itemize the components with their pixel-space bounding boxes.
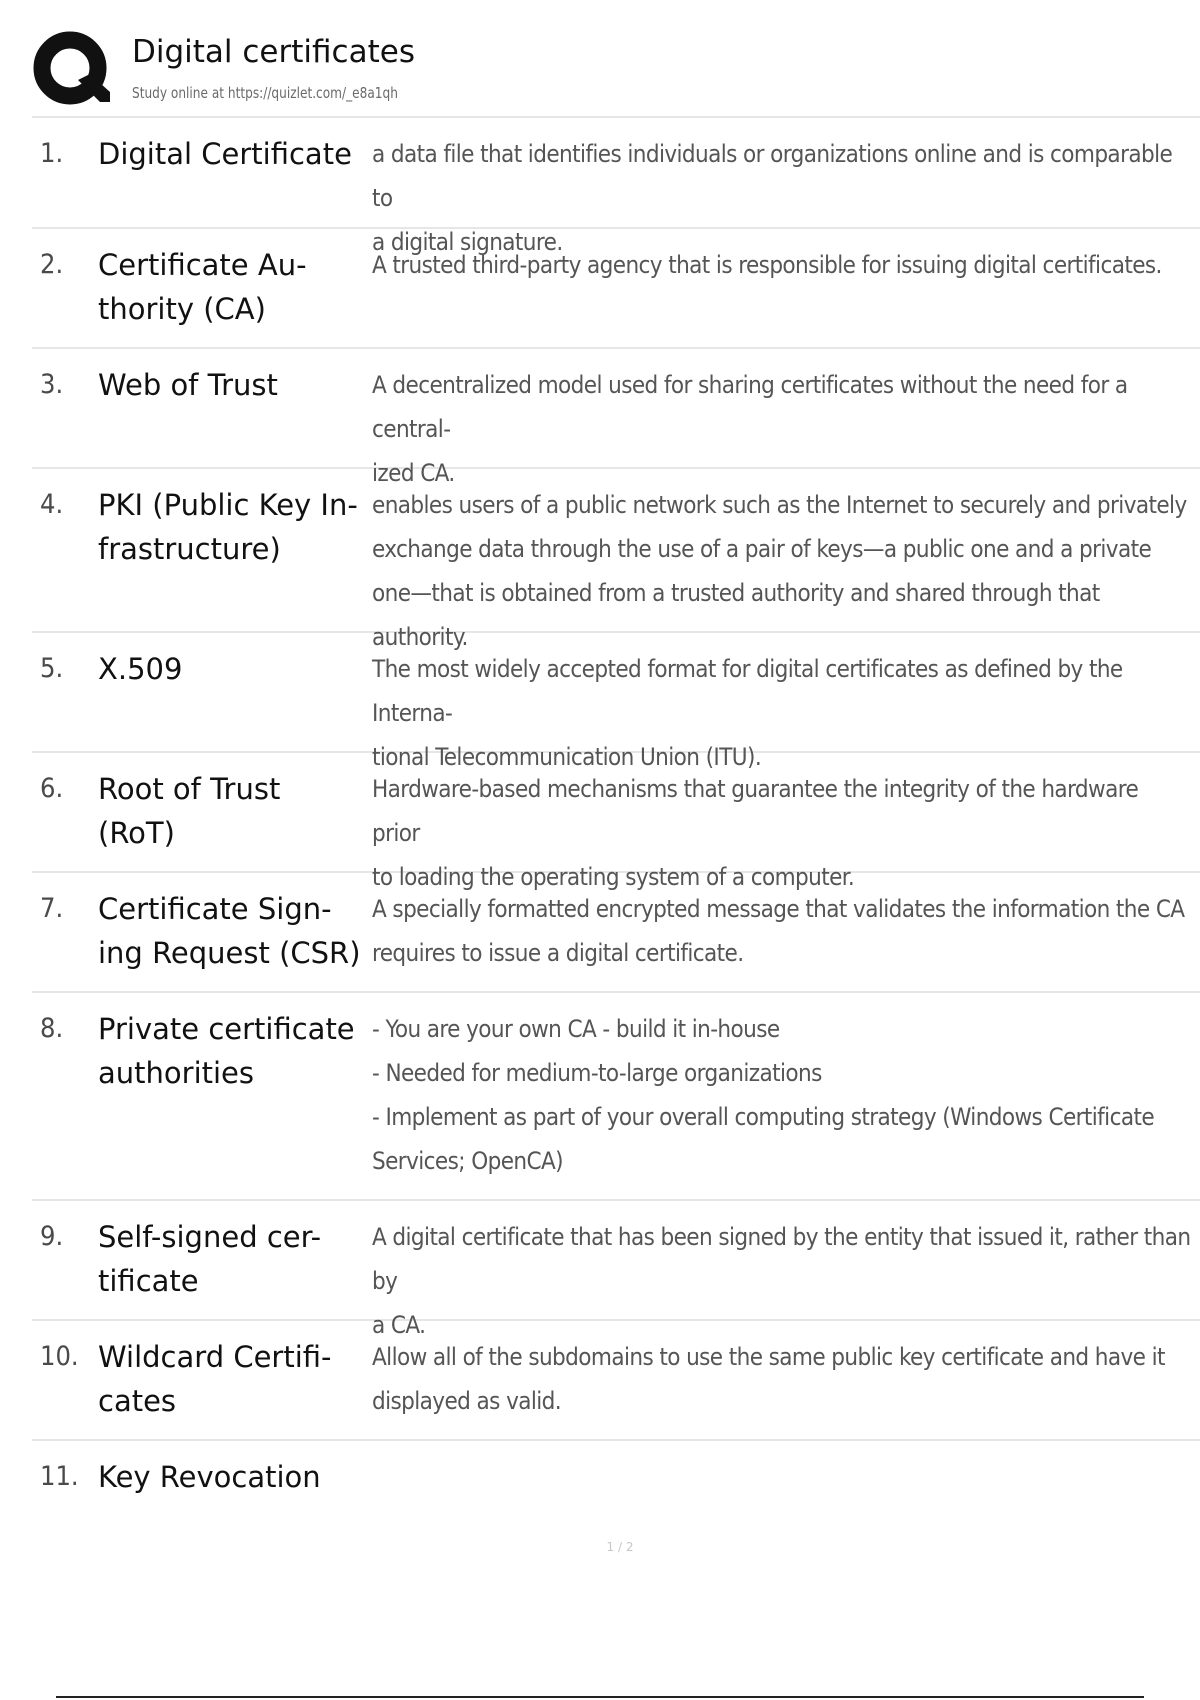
- card-definition: A specially formatted encrypted message that validates the information the CA requires to issue a digital certificate.: [372, 895, 1185, 967]
- card-number: 3.: [40, 369, 64, 400]
- card-definition: The most widely accepted format for digital certificates as defined by the Interna- tional Telecommunication Union (ITU).: [372, 655, 1123, 771]
- flashcard-row: [32, 873, 1200, 993]
- card-definition: Allow all of the subdomains to use the same public key certificate and have it displayed as valid.: [372, 1343, 1165, 1415]
- card-number: 7.: [40, 893, 64, 924]
- flashcard-row: [32, 1441, 1200, 1511]
- flashcard-row: [32, 753, 1200, 891]
- quizlet-logo-icon: [32, 30, 112, 110]
- card-term: Self-signed cer- tificate: [98, 1220, 322, 1298]
- card-definition: A decentralized model used for sharing certificates without the need for a central- ized CA.: [372, 371, 1128, 487]
- flashcard-row: [32, 469, 1200, 651]
- flashcard-row: [32, 349, 1200, 487]
- card-definition: enables users of a public network such as the Internet to securely and privately exchange data through the use of a pair of keys—a public one and a private one—that is obtained from a trusted authority and shared through that authority.: [372, 491, 1187, 651]
- study-online-link[interactable]: Study online at https://quizlet.com/_e8a1qh: [132, 84, 398, 102]
- card-term: X.509: [98, 652, 183, 686]
- flashcard-row: [32, 118, 1200, 256]
- card-number: 6.: [40, 773, 64, 804]
- card-number: 1.: [40, 138, 64, 169]
- card-term: Root of Trust (RoT): [98, 772, 281, 850]
- card-number: 11.: [40, 1461, 79, 1492]
- card-number: 4.: [40, 489, 64, 520]
- card-number: 9.: [40, 1221, 64, 1252]
- page-header: [32, 30, 1200, 118]
- card-term: Key Revocation: [98, 1460, 321, 1494]
- card-number: 10.: [40, 1341, 79, 1372]
- card-term: Wildcard Certifi- cates: [98, 1340, 332, 1418]
- flashcard-row: [32, 229, 1200, 349]
- card-definition: A trusted third-party agency that is responsible for issuing digital certificates.: [372, 251, 1162, 279]
- page-number: 1 / 2: [606, 1540, 634, 1554]
- card-term: Digital Certificate: [98, 137, 352, 171]
- card-definition: - You are your own CA - build it in-house - Needed for medium-to-large organizations - Implement as part of your overall computing strategy (Windows Certificate Services; OpenCA): [372, 1015, 1155, 1175]
- flashcard-row: [32, 633, 1200, 771]
- card-term: PKI (Public Key In- frastructure): [98, 488, 358, 566]
- card-definition: a data file that identifies individuals or organizations online and is comparable to a digital signature.: [372, 140, 1173, 256]
- flashcard-list: [32, 118, 1200, 1511]
- card-number: 8.: [40, 1013, 64, 1044]
- card-number: 2.: [40, 249, 64, 280]
- card-definition: Hardware-based mechanisms that guarantee the integrity of the hardware prior to loading the operating system of a computer.: [372, 775, 1139, 891]
- card-term: Certificate Au- thority (CA): [98, 248, 307, 326]
- flashcard-row: [32, 1201, 1200, 1339]
- card-definition: A digital certificate that has been signed by the entity that issued it, rather than by a CA.: [372, 1223, 1191, 1339]
- card-term: Private certificate authorities: [98, 1012, 355, 1090]
- card-term: Web of Trust: [98, 368, 278, 402]
- page-title: Digital certificates: [132, 34, 415, 70]
- flashcard-row: [32, 1321, 1200, 1441]
- card-number: 5.: [40, 653, 64, 684]
- flashcard-row: [32, 993, 1200, 1201]
- footer-divider: [56, 1696, 1144, 1698]
- card-term: Certificate Sign- ing Request (CSR): [98, 892, 361, 970]
